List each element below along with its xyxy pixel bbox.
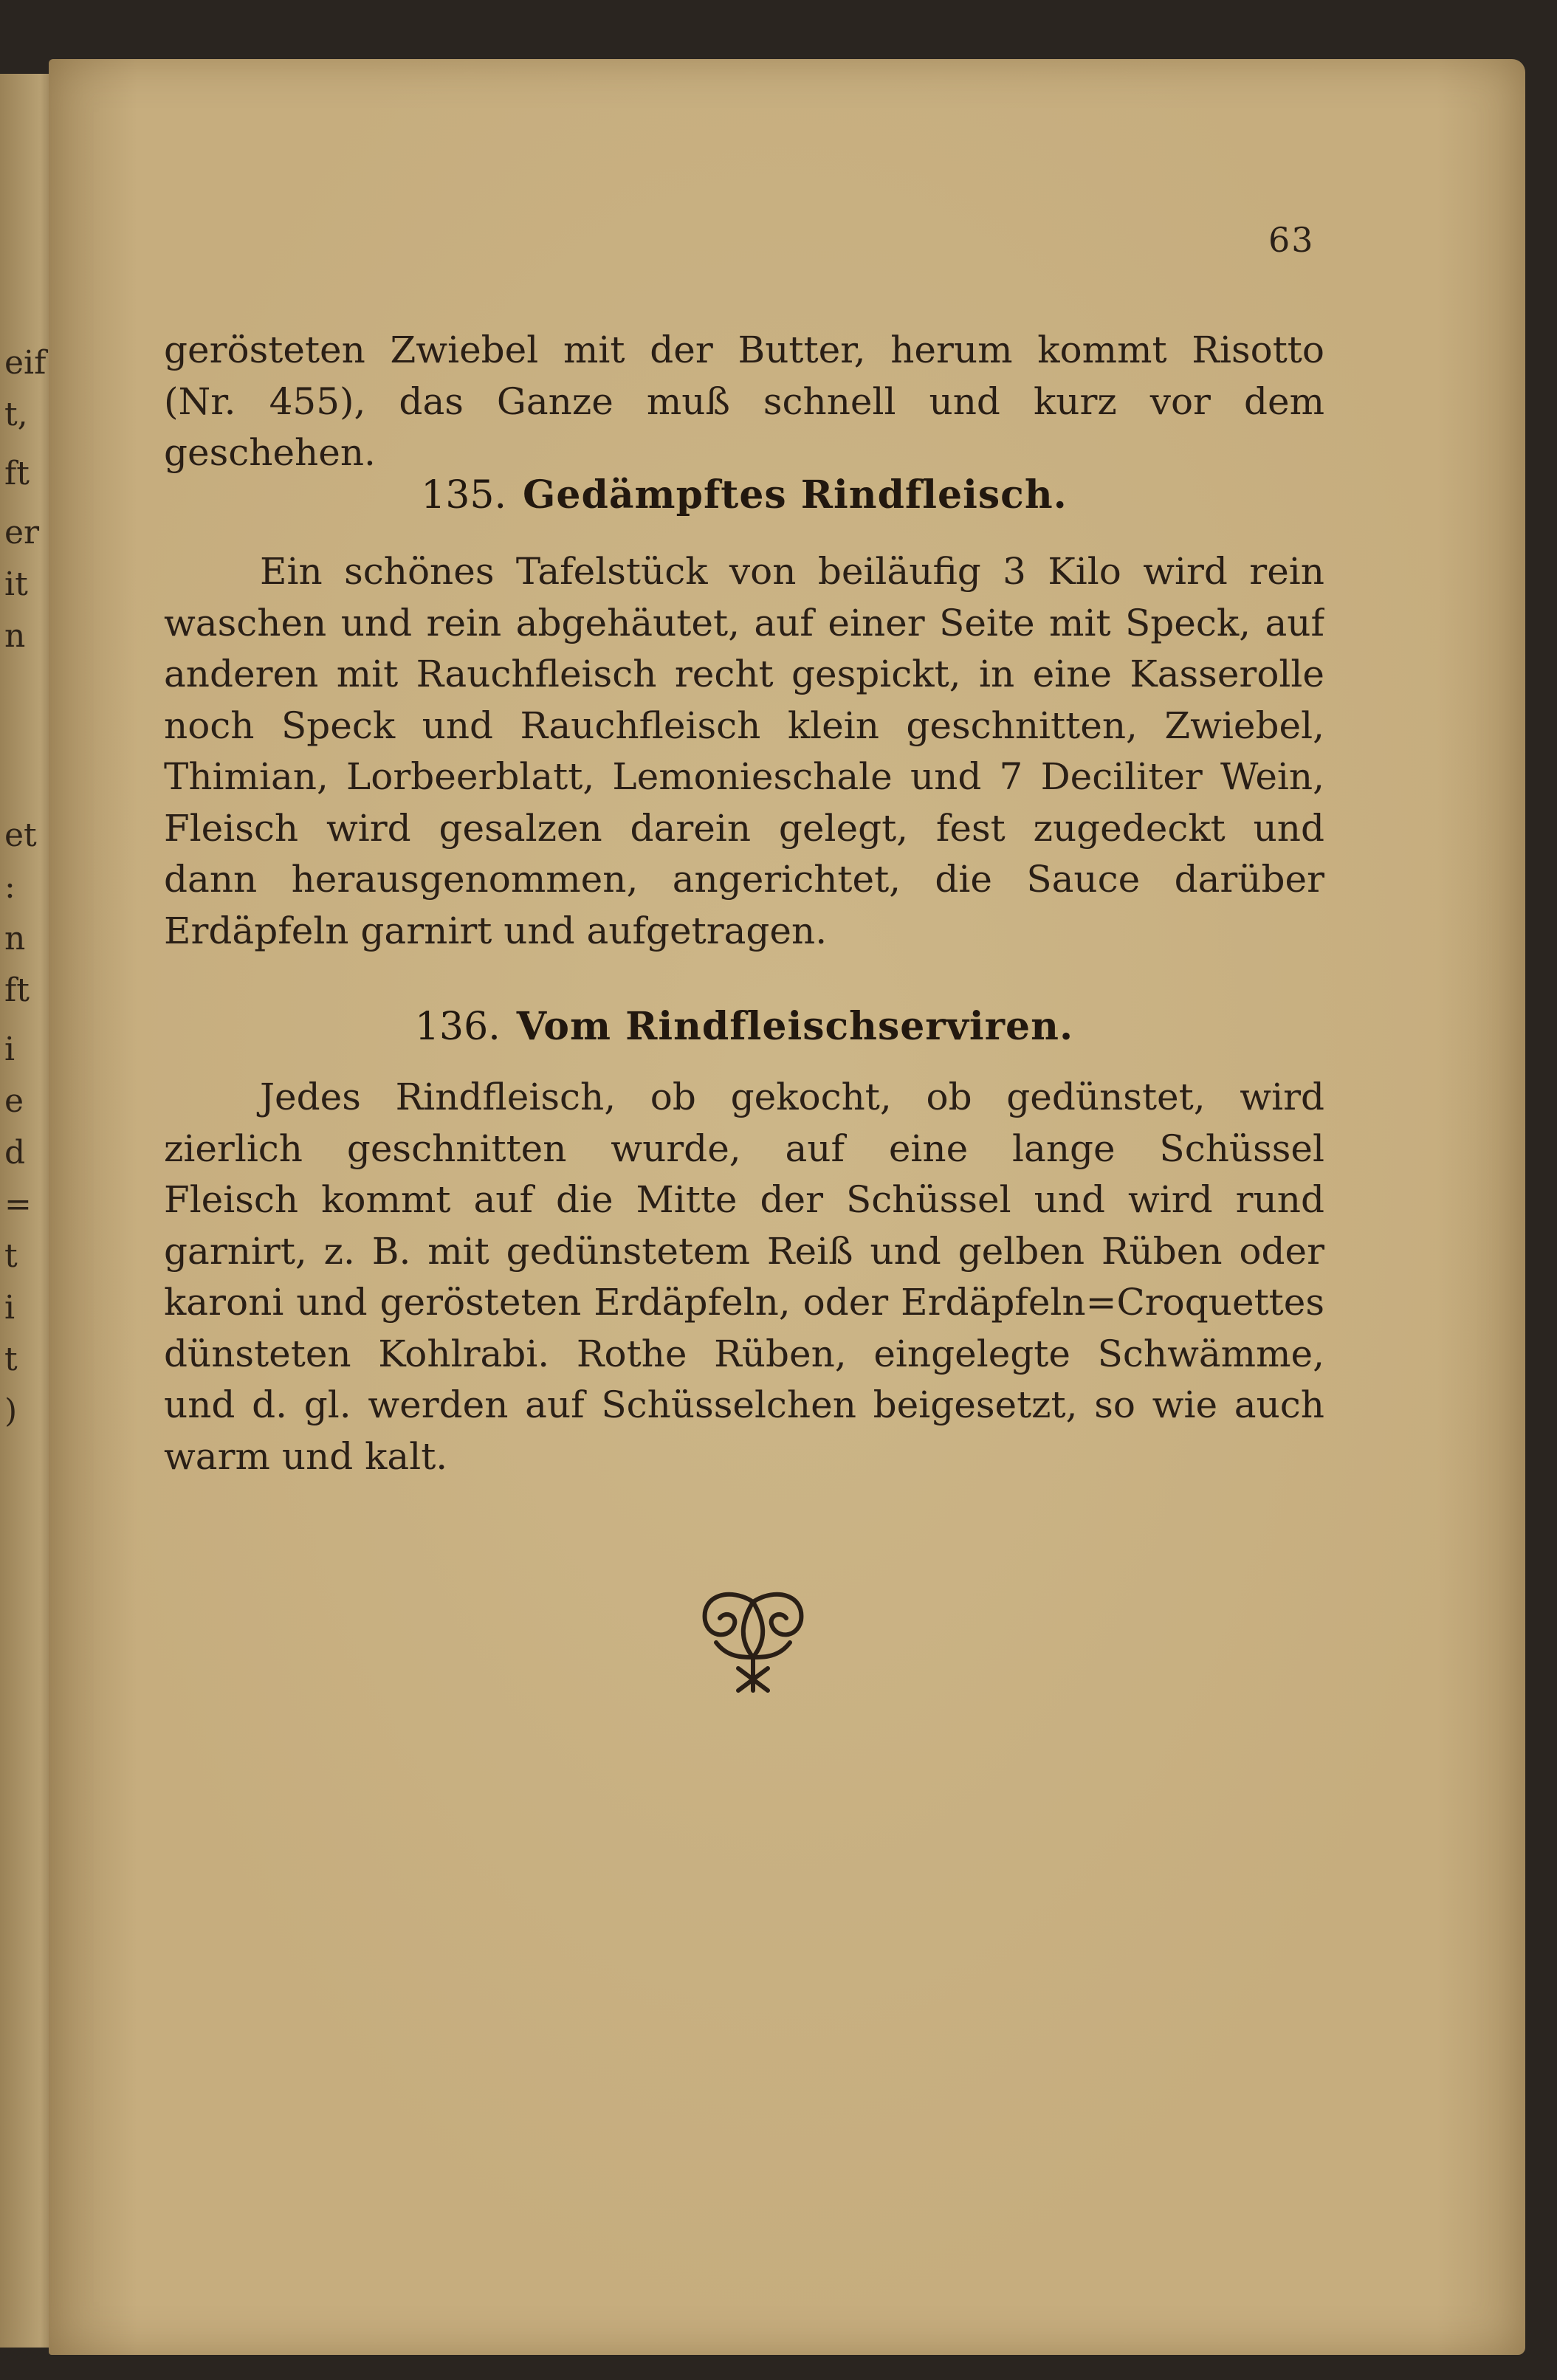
section-heading-135 bbox=[164, 472, 1324, 517]
left-fragment: er bbox=[4, 514, 40, 551]
ornament-icon bbox=[687, 1587, 819, 1698]
text-line: dünsteten Kohlrabi. Rothe Rüben, eingelegte Schwämme, bbox=[164, 1332, 1324, 1375]
text-line: karoni und gerösteten Erdäpfeln, oder Erdäpfeln=Croquettes bbox=[164, 1281, 1324, 1324]
text-line: Erdäpfeln garnirt und aufgetragen. bbox=[164, 909, 828, 952]
text-line: Ein schönes Tafelstück von beiläufig 3 Kilo wird rein bbox=[260, 550, 1324, 593]
section-136-paragraph bbox=[164, 1072, 1324, 1482]
left-fragment: eif bbox=[4, 344, 47, 382]
section-number: 136. bbox=[414, 1005, 501, 1049]
text-line: (Nr. 455), das Ganze muß schnell und kurz vor dem bbox=[164, 379, 1324, 423]
left-fragment: ) bbox=[4, 1392, 18, 1430]
left-fragment: i bbox=[4, 1289, 16, 1327]
section-135-paragraph bbox=[164, 546, 1324, 957]
left-fragment: t bbox=[4, 1341, 18, 1378]
left-fragment: it bbox=[4, 565, 28, 603]
left-fragment: n bbox=[4, 920, 26, 957]
text-line: geschehen. bbox=[164, 431, 376, 474]
left-fragment: i bbox=[4, 1031, 16, 1068]
text-line: Jedes Rindfleisch, ob gekocht, ob gedünstet, wird bbox=[260, 1076, 1324, 1118]
text-line: warm und kalt. bbox=[164, 1434, 448, 1478]
left-fragment: et bbox=[4, 816, 37, 854]
left-fragment: ft bbox=[4, 971, 30, 1009]
text-line: gerösteten Zwiebel mit der Butter, herum kommt Risotto bbox=[164, 329, 1324, 371]
left-fragment: t bbox=[4, 1237, 18, 1275]
left-fragment: : bbox=[4, 868, 16, 906]
text-line: garnirt, z. B. mit gedünstetem Reiß und gelben Rüben oder bbox=[164, 1229, 1324, 1273]
text-line: dann herausgenommen, angerichtet, die Sauce darüber bbox=[164, 858, 1324, 901]
text-line: und d. gl. werden auf Schüsselchen beigesetzt, so wie auch bbox=[164, 1383, 1324, 1426]
text-line: noch Speck und Rauchfleisch klein geschnitten, Zwiebel, bbox=[164, 704, 1324, 747]
left-fragment: = bbox=[4, 1186, 32, 1223]
text-line: anderen mit Rauchfleisch recht gespickt, in eine Kasserolle bbox=[164, 653, 1324, 695]
text-line: Fleisch kommt auf die Mitte der Schüssel und wird rund bbox=[164, 1178, 1324, 1221]
left-fragment: t, bbox=[4, 396, 28, 433]
text-line: Thimian, Lorbeerblatt, Lemonieschale und 7 Deciliter Wein, bbox=[164, 755, 1324, 798]
text-line: zierlich geschnitten wurde, auf eine lange Schüssel bbox=[164, 1127, 1324, 1170]
section-heading-136 bbox=[164, 1004, 1324, 1049]
page-number: 63 bbox=[1268, 220, 1315, 260]
left-fragment: ft bbox=[4, 455, 30, 492]
intro-paragraph bbox=[164, 325, 1324, 479]
text-line: waschen und rein abgehäutet, auf einer Seite mit Speck, auf bbox=[164, 601, 1324, 644]
text-line: Fleisch wird gesalzen darein gelegt, fest zugedeckt und bbox=[164, 806, 1324, 850]
section-title: Gedämpftes Rindfleisch. bbox=[523, 472, 1068, 517]
left-fragment: d bbox=[4, 1134, 26, 1172]
left-fragment: n bbox=[4, 617, 26, 655]
section-title: Vom Rindfleischserviren. bbox=[516, 1004, 1074, 1049]
left-fragment: e bbox=[4, 1082, 24, 1120]
section-number: 135. bbox=[421, 473, 507, 517]
